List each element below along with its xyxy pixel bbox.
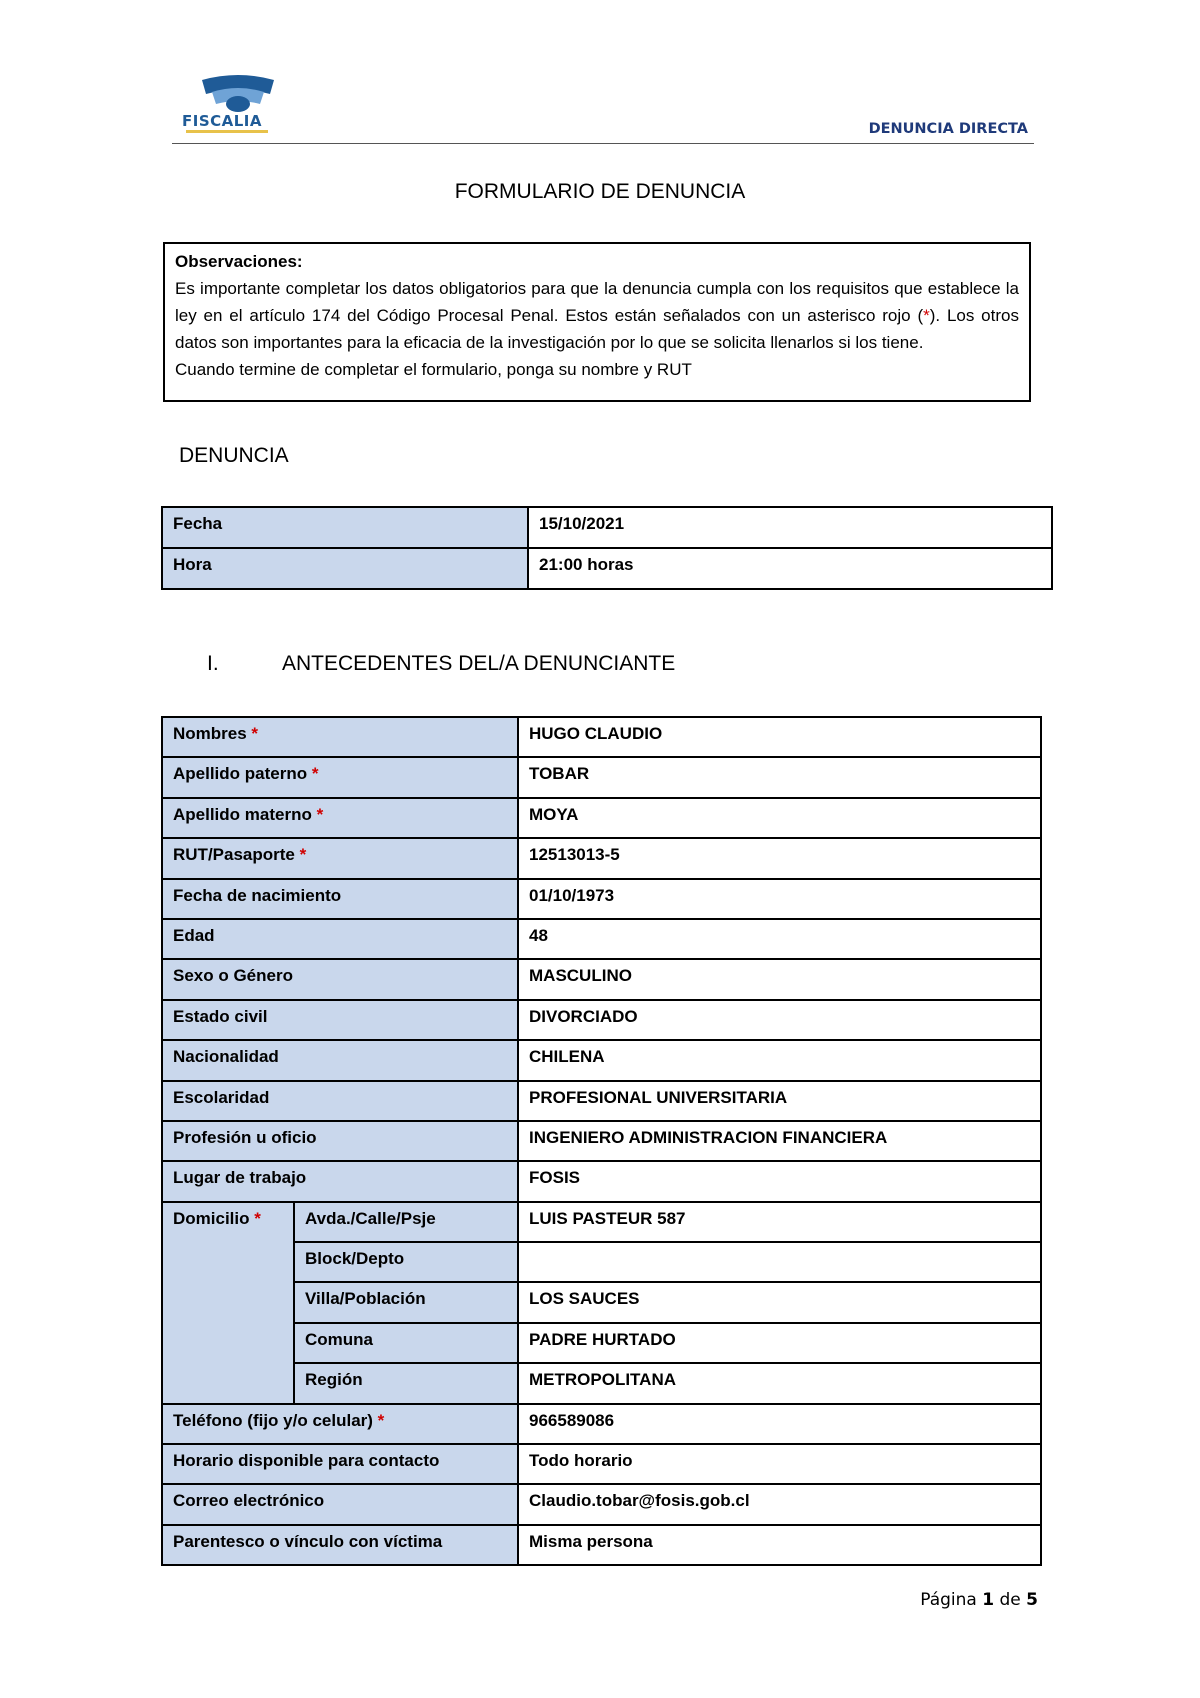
section-number: I. xyxy=(207,652,219,675)
table-row xyxy=(162,838,1041,878)
fecha-label: Fecha xyxy=(162,507,528,548)
edad-field[interactable]: 48 xyxy=(518,919,1041,959)
nacionalidad-field[interactable]: CHILENA xyxy=(518,1040,1041,1080)
observations-text-2: ). Los otros datos son importantes para la eficacia de la investigación por lo que se solicita llenarlos si los tiene. xyxy=(175,306,1019,352)
edad-label: Edad xyxy=(162,919,518,959)
page-number xyxy=(920,1590,1038,1610)
section-title: ANTECEDENTES DEL/A DENUNCIANTE xyxy=(282,652,676,675)
correo-label: Correo electrónico xyxy=(162,1484,518,1524)
profesion-label: Profesión u oficio xyxy=(162,1121,518,1161)
observations-text-1: Es importante completar los datos obligatorios para que la denuncia cumpla con los requisitos que establece la ley en el artículo 174 del Código Procesal Penal. Estos están señalados con un asterisco rojo ( xyxy=(175,279,1019,325)
table-row xyxy=(162,757,1041,797)
logo-underline xyxy=(186,130,268,133)
observations-title: Observaciones: xyxy=(175,252,303,271)
domicilio-label: Domicilio * xyxy=(162,1202,294,1404)
apellido-paterno-label: Apellido paterno * xyxy=(162,757,518,797)
table-row xyxy=(162,959,1041,999)
fiscalia-logo xyxy=(178,74,278,138)
table-row xyxy=(162,1242,1041,1282)
observations-last-line: Cuando termine de completar el formulario, ponga su nombre y RUT xyxy=(175,360,692,379)
page-of: de xyxy=(999,1590,1021,1610)
escolaridad-field[interactable]: PROFESIONAL UNIVERSITARIA xyxy=(518,1081,1041,1121)
apellido-materno-label: Apellido materno * xyxy=(162,798,518,838)
table-row xyxy=(162,1161,1041,1201)
nombres-label: Nombres * xyxy=(162,717,518,757)
table-row xyxy=(162,507,1052,548)
table-row xyxy=(162,1484,1041,1524)
estado-civil-label: Estado civil xyxy=(162,1000,518,1040)
observations-box xyxy=(163,242,1031,402)
page-total: 5 xyxy=(1026,1590,1038,1610)
table-row xyxy=(162,1444,1041,1484)
rut-field[interactable]: 12513013-5 xyxy=(518,838,1041,878)
table-row xyxy=(162,1282,1041,1322)
rut-label: RUT/Pasaporte * xyxy=(162,838,518,878)
estado-civil-field[interactable]: DIVORCIADO xyxy=(518,1000,1041,1040)
telefono-field[interactable]: 966589086 xyxy=(518,1404,1041,1444)
villa-field[interactable]: LOS SAUCES xyxy=(518,1282,1041,1322)
hora-label: Hora xyxy=(162,548,528,589)
nombres-field[interactable]: HUGO CLAUDIO xyxy=(518,717,1041,757)
horario-field[interactable]: Todo horario xyxy=(518,1444,1041,1484)
correo-field[interactable]: Claudio.tobar@fosis.gob.cl xyxy=(518,1484,1041,1524)
header-divider xyxy=(172,143,1034,144)
sexo-label: Sexo o Género xyxy=(162,959,518,999)
lugar-trabajo-label: Lugar de trabajo xyxy=(162,1161,518,1201)
table-row xyxy=(162,1363,1041,1403)
villa-label: Villa/Población xyxy=(294,1282,518,1322)
logo-text: FISCALIA xyxy=(182,112,262,130)
region-field[interactable]: METROPOLITANA xyxy=(518,1363,1041,1403)
lugar-trabajo-field[interactable]: FOSIS xyxy=(518,1161,1041,1201)
region-label: Región xyxy=(294,1363,518,1403)
table-row xyxy=(162,879,1041,919)
telefono-label: Teléfono (fijo y/o celular) * xyxy=(162,1404,518,1444)
sexo-field[interactable]: MASCULINO xyxy=(518,959,1041,999)
required-asterisk: * xyxy=(923,306,930,325)
table-row xyxy=(162,1525,1041,1565)
table-row xyxy=(162,1323,1041,1363)
apellido-paterno-field[interactable]: TOBAR xyxy=(518,757,1041,797)
profesion-field[interactable]: INGENIERO ADMINISTRACION FINANCIERA xyxy=(518,1121,1041,1161)
escolaridad-label: Escolaridad xyxy=(162,1081,518,1121)
calle-field[interactable]: LUIS PASTEUR 587 xyxy=(518,1202,1041,1242)
table-row xyxy=(162,548,1052,589)
table-row xyxy=(162,798,1041,838)
table-row xyxy=(162,1081,1041,1121)
block-label: Block/Depto xyxy=(294,1242,518,1282)
comuna-label: Comuna xyxy=(294,1323,518,1363)
table-row xyxy=(162,1121,1041,1161)
table-row xyxy=(162,919,1041,959)
nacimiento-field[interactable]: 01/10/1973 xyxy=(518,879,1041,919)
block-field[interactable] xyxy=(518,1242,1041,1282)
nacionalidad-label: Nacionalidad xyxy=(162,1040,518,1080)
fiscalia-emblem-icon xyxy=(198,74,278,114)
table-row xyxy=(162,1404,1041,1444)
parentesco-label: Parentesco o vínculo con víctima xyxy=(162,1525,518,1565)
page-current: 1 xyxy=(982,1590,995,1610)
comuna-field[interactable]: PADRE HURTADO xyxy=(518,1323,1041,1363)
nacimiento-label: Fecha de nacimiento xyxy=(162,879,518,919)
table-row xyxy=(162,717,1041,757)
table-row xyxy=(162,1000,1041,1040)
apellido-materno-field[interactable]: MOYA xyxy=(518,798,1041,838)
table-row xyxy=(162,1040,1041,1080)
denuncia-table xyxy=(161,506,1053,590)
fecha-field[interactable]: 15/10/2021 xyxy=(528,507,1052,548)
header-label: DENUNCIA DIRECTA xyxy=(868,121,1028,137)
horario-label: Horario disponible para contacto xyxy=(162,1444,518,1484)
denuncia-heading: DENUNCIA xyxy=(179,444,289,467)
calle-label: Avda./Calle/Psje xyxy=(294,1202,518,1242)
denunciante-table xyxy=(161,716,1042,1566)
table-row xyxy=(162,1202,1041,1242)
hora-field[interactable]: 21:00 horas xyxy=(528,548,1052,589)
page-prefix: Página xyxy=(920,1590,977,1610)
document-title: FORMULARIO DE DENUNCIA xyxy=(454,180,746,203)
parentesco-field[interactable]: Misma persona xyxy=(518,1525,1041,1565)
observations-body xyxy=(175,275,1019,356)
